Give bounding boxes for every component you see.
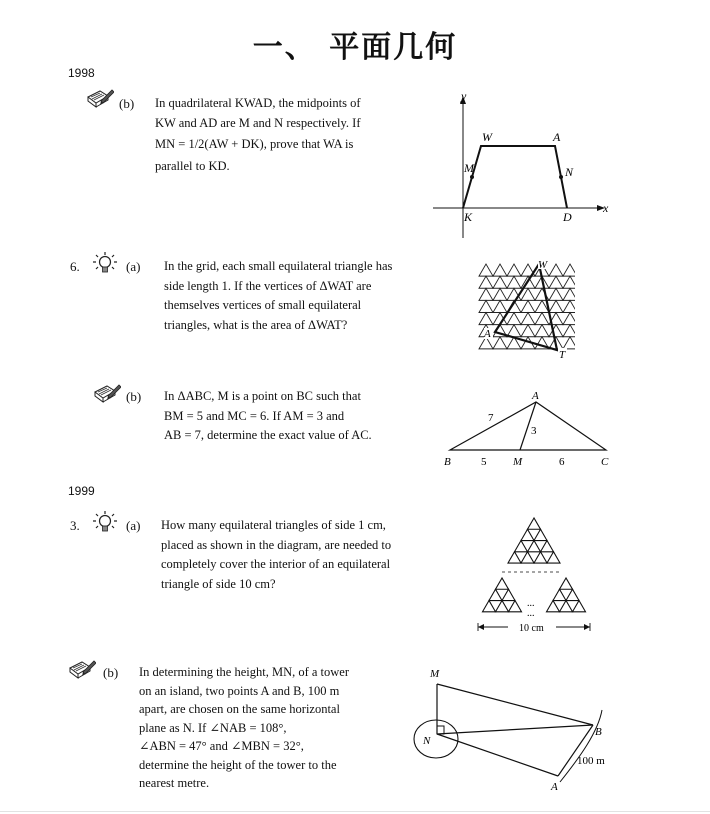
text-line: ∠ABN = 47° and ∠MBN = 32°,: [139, 739, 304, 753]
lightbulb-icon: [91, 251, 119, 284]
grid-triangle: [479, 276, 493, 288]
triangle-tiling-diagram: [470, 514, 600, 639]
grid-triangle: [521, 300, 535, 312]
label-m: M: [464, 161, 474, 175]
grid-triangle: [535, 325, 549, 337]
pencil-paper-icon: [84, 88, 114, 115]
tile-triangle: [528, 541, 541, 552]
grid-triangle: [549, 288, 563, 300]
grid-triangle: [507, 325, 521, 337]
tile-triangle: [534, 552, 547, 563]
text-line: In the grid, each small equilateral triangle has: [164, 259, 393, 273]
text-line: side length 1. If the vertices of ΔWAT are: [164, 278, 372, 293]
year-label-1998: 1998: [68, 66, 95, 80]
tile-triangle: [509, 601, 522, 612]
tile-triangle: [566, 589, 579, 600]
grid-triangle: [507, 264, 521, 276]
tile-triangle: [496, 578, 509, 589]
grid-triangle: [563, 325, 575, 337]
problem-3b-text: [139, 663, 389, 793]
label-7: 7: [488, 412, 494, 424]
label-y: y: [461, 89, 467, 103]
tile-triangle: [560, 578, 573, 589]
triangle-grid-diagram: [475, 256, 575, 373]
text-line: nearest metre.: [139, 776, 210, 790]
label-k: K: [464, 210, 473, 224]
label-b: B: [444, 456, 451, 468]
text-line: completely cover the interior of an equilateral: [161, 557, 391, 571]
problem-6a-text: [164, 257, 409, 335]
grid-triangle: [507, 312, 521, 324]
part-label: (a): [126, 259, 141, 274]
label-n: N: [423, 735, 431, 747]
grid-triangle: [549, 264, 563, 276]
tile-triangle: [502, 589, 515, 600]
label-n: N: [565, 165, 574, 179]
grid-triangle: [563, 337, 575, 349]
grid-triangle: [479, 300, 493, 312]
text-line: triangles, what is the area of ΔWAT?: [164, 317, 348, 332]
text-line: apart, are chosen on the same horizontal: [139, 702, 340, 716]
pencil-paper-icon: [91, 383, 121, 410]
grid-triangle: [507, 276, 521, 288]
grid-triangle: [563, 264, 575, 276]
label-5: 5: [481, 456, 487, 468]
tile-triangle: [541, 541, 554, 552]
text-line: In ΔABC, M is a point on BC such that: [164, 389, 361, 403]
grid-triangle: [549, 276, 563, 288]
text-line: placed as shown in the diagram, are needed to: [161, 537, 392, 552]
label-m: M: [430, 668, 440, 680]
label-a: A: [551, 781, 558, 793]
part-label: (a): [126, 518, 141, 533]
text-line: plane as N. If ∠NAB = 108°,: [139, 720, 287, 735]
problem-1998b-text: [155, 94, 395, 176]
grid-triangle: [549, 300, 563, 312]
formula-text: MN = 1/2(AW + DK), prove that WA is: [155, 137, 354, 151]
tile-triangle: [521, 529, 534, 540]
part-label: (b): [126, 389, 142, 404]
formula-line: [155, 135, 395, 155]
quadrilateral-diagram: [425, 88, 615, 248]
grid-triangle: [521, 325, 535, 337]
grid-triangle: [563, 288, 575, 300]
tile-triangle: [547, 601, 560, 612]
tile-triangle: [528, 518, 541, 529]
part-label: (b): [103, 665, 119, 680]
grid-triangle: [493, 288, 507, 300]
label-x: x: [603, 201, 609, 215]
page-title: 一、 平面几何: [252, 30, 458, 65]
ellipsis: ...: [527, 598, 535, 609]
label-d: D: [563, 210, 572, 224]
label-w: W: [538, 259, 548, 271]
grid-triangle: [563, 312, 575, 324]
text-line: How many equilateral triangles of side 1 cm,: [161, 518, 386, 532]
grid-triangle: [493, 264, 507, 276]
label-t: T: [559, 349, 566, 361]
grid-triangle: [493, 300, 507, 312]
grid-triangle: [563, 276, 575, 288]
triangle-abc-diagram: [440, 388, 615, 475]
text-line: In determining the height, MN, of a tower: [139, 665, 350, 679]
question-number: 6.: [70, 259, 80, 274]
tile-triangle: [553, 589, 566, 600]
tile-triangle: [547, 552, 560, 563]
text-line: AB = 7, determine the exact value of AC.: [164, 428, 372, 442]
tile-triangle: [534, 529, 547, 540]
page-bottom-rule: [0, 811, 710, 812]
year-label-1999: 1999: [68, 484, 95, 498]
part-label: (b): [119, 96, 135, 111]
tile-triangle: [521, 552, 534, 563]
tile-triangle: [483, 601, 496, 612]
tile-triangle: [508, 552, 521, 563]
grid-triangle: [563, 300, 575, 312]
grid-triangle: [479, 264, 493, 276]
question-number: 3.: [70, 518, 80, 533]
ellipsis: ...: [527, 608, 535, 619]
tile-triangle: [560, 601, 573, 612]
label-b: B: [595, 726, 602, 738]
label-6: 6: [559, 456, 565, 468]
label-a: A: [484, 328, 491, 340]
label-w: W: [482, 130, 492, 144]
tile-triangle: [515, 541, 528, 552]
tower-diagram: [410, 662, 625, 807]
label-c: C: [601, 456, 609, 468]
grid-triangle: [535, 312, 549, 324]
grid-triangle: [493, 276, 507, 288]
dimension-label: 10 cm: [519, 623, 544, 634]
label-a: A: [553, 130, 561, 144]
tile-triangle: [489, 589, 502, 600]
problem-6b-text: [164, 387, 404, 446]
label-3: 3: [531, 425, 537, 437]
tile-triangle: [496, 601, 509, 612]
text-line: parallel to KD.: [155, 158, 230, 173]
label-a: A: [532, 390, 539, 402]
text-line: BM = 5 and MC = 6. If AM = 3 and: [164, 408, 345, 423]
problem-3a-text: [161, 516, 416, 594]
text-line: themselves vertices of small equilateral: [164, 298, 362, 312]
distance-label: 100 m: [577, 755, 605, 767]
text-line: determine the height of the tower to the: [139, 757, 337, 772]
lightbulb-icon: [91, 510, 119, 543]
grid-triangle: [479, 288, 493, 300]
tile-triangle: [573, 601, 586, 612]
text-line: on an island, two points A and B, 100 m: [139, 683, 340, 698]
text-line: triangle of side 10 cm?: [161, 576, 276, 591]
grid-triangle: [493, 337, 507, 349]
text-line: In quadrilateral KWAD, the midpoints of: [155, 96, 361, 110]
pencil-paper-icon: [66, 659, 96, 686]
grid-triangle: [521, 312, 535, 324]
text-line: KW and AD are M and N respectively. If: [155, 115, 361, 130]
grid-triangle: [479, 312, 493, 324]
label-m: M: [513, 456, 523, 468]
